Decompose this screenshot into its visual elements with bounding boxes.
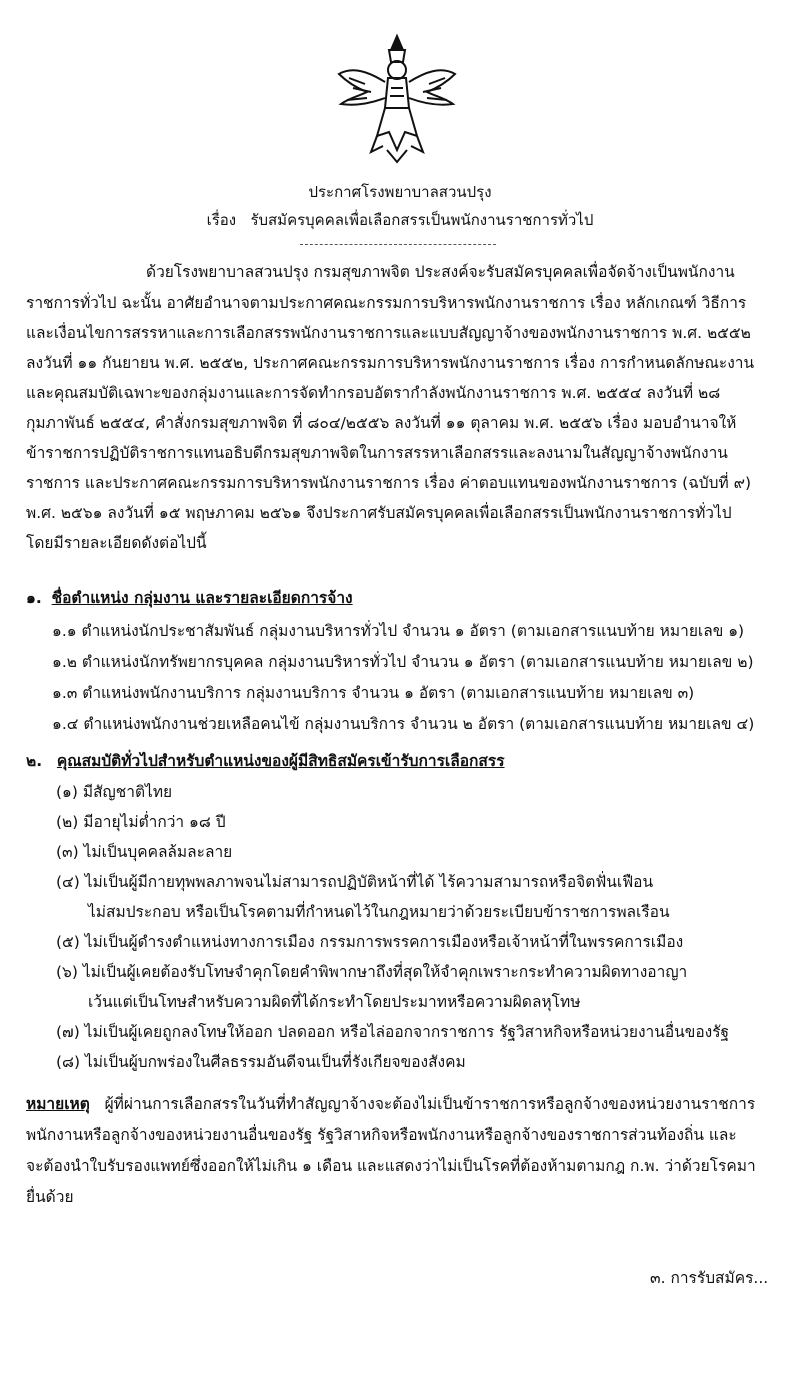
- intro-line: โดยมีรายละเอียดดังต่อไปนี้: [26, 534, 207, 552]
- note-label: หมายเหตุ: [26, 1095, 90, 1113]
- qualification-item: (๗) ไม่เป็นผู้เคยถูกลงโทษให้ออก ปลดออก หรือไล่ออกจากราชการ รัฐวิสาหกิจหรือหน่วยงานอื่นของรัฐ: [56, 1023, 730, 1041]
- intro-line: และเงื่อนไขการสรรหาและการเลือกสรรพนักงานราชการและแบบสัญญาจ้างของพนักงานราชการ พ.ศ. ๒๕๕๒: [26, 324, 751, 342]
- intro-line: ราชการทั่วไป ฉะนั้น อาศัยอำนาจตามประกาศคณะกรรมการบริหารพนักงานราชการ เรื่อง หลักเกณฑ์ วิธีการ: [26, 294, 747, 312]
- note-line: จะต้องนำใบรับรองแพทย์ซึ่งออกให้ไม่เกิน ๑ เดือน และแสดงว่าไม่เป็นโรคที่ต้องห้ามตามกฎ ก.พ. ว่าด้วยโรคมา: [26, 1157, 756, 1175]
- subject-text: รับสมัครบุคคลเพื่อเลือกสรรเป็นพนักงานราชการทั่วไป: [250, 211, 594, 229]
- position-item: ๑.๒ ตำแหน่งนักทรัพยากรบุคคล กลุ่มงานบริหารทั่วไป จำนวน ๑ อัตรา (ตามเอกสารแนบท้าย หมายเลข ๒): [52, 653, 754, 671]
- section2-number: ๒.: [26, 752, 43, 770]
- qualification-item: (๘) ไม่เป็นผู้บกพร่องในศีลธรรมอันดีจนเป็นที่รังเกียจของสังคม: [56, 1053, 466, 1071]
- intro-line: ข้าราชการปฏิบัติราชการแทนอธิบดีกรมสุขภาพจิตในการสรรหาเลือกสรรและลงนามในสัญญาจ้างพนักงาน: [26, 444, 728, 462]
- section2-title: คุณสมบัติทั่วไปสำหรับตำแหน่งของผู้มีสิทธิสมัครเข้ารับการเลือกสรร: [56, 752, 505, 770]
- position-item: ๑.๑ ตำแหน่งนักประชาสัมพันธ์ กลุ่มงานบริหารทั่วไป จำนวน ๑ อัตรา (ตามเอกสารแนบท้าย หมายเลข ๑): [52, 622, 745, 640]
- announcement-title: ประกาศโรงพยาบาลสวนปรุง: [308, 183, 492, 201]
- garuda-emblem-icon: [333, 32, 461, 166]
- note-line: ยื่นด้วย: [26, 1188, 74, 1206]
- position-item: ๑.๔ ตำแหน่งพนักงานช่วยเหลือคนไข้ กลุ่มงานบริการ จำนวน ๒ อัตรา (ตามเอกสารแนบท้าย หมายเลข ๔): [52, 715, 755, 733]
- intro-line: ลงวันที่ ๑๑ กันยายน พ.ศ. ๒๕๕๒, ประกาศคณะกรรมการบริหารพนักงานราชการ เรื่อง การกำหนดลักษณะงาน: [26, 354, 755, 372]
- intro-line: ราชการ และประกาศคณะกรรมการบริหารพนักงานราชการ เรื่อง ค่าตอบแทนของพนักงานราชการ (ฉบับที่ ๙): [26, 474, 751, 492]
- section1-number: ๑.: [26, 589, 42, 607]
- qualification-item-continued: เว้นแต่เป็นโทษสำหรับความผิดที่ได้กระทำโดยประมาทหรือความผิดลหุโทษ: [88, 993, 581, 1011]
- section2-heading: [26, 754, 505, 770]
- qualification-item: (๒) มีอายุไม่ต่ำกว่า ๑๘ ปี: [56, 813, 226, 831]
- intro-line: ด้วยโรงพยาบาลสวนปรุง กรมสุขภาพจิต ประสงค์จะรับสมัครบุคคลเพื่อจัดจ้างเป็นพนักงาน: [146, 263, 735, 281]
- qualification-item: (๔) ไม่เป็นผู้มีกายทุพพลภาพจนไม่สามารถปฏิบัติหน้าที่ได้ ไร้ความสามารถหรือจิตฟั่นเฟือน: [56, 873, 654, 891]
- qualification-item: (๖) ไม่เป็นผู้เคยต้องรับโทษจำคุกโดยคำพิพากษาถึงที่สุดให้จำคุกเพราะกระทำความผิดทางอาญา: [56, 963, 688, 981]
- note-text: ผู้ที่ผ่านการเลือกสรรในวันที่ทำสัญญาจ้างจะต้องไม่เป็นข้าราชการหรือลูกจ้างของหน่วยงานราชการ: [104, 1095, 756, 1113]
- note-line: พนักงานหรือลูกจ้างของหน่วยงานอื่นของรัฐ รัฐวิสาหกิจหรือพนักงานหรือลูกจ้างของราชการส่วนท้องถิ่น และ: [26, 1126, 737, 1144]
- qualification-item-continued: ไม่สมประกอบ หรือเป็นโรคตามที่กำหนดไว้ในกฎหมายว่าด้วยระเบียบข้าราชการพลเรือน: [88, 903, 670, 921]
- note-first-line: [26, 1097, 755, 1113]
- continuation-marker: ๓. การรับสมัคร...: [650, 1269, 769, 1287]
- qualification-item: (๑) มีสัญชาติไทย: [56, 783, 173, 801]
- header-divider: [300, 244, 496, 245]
- qualification-item: (๓) ไม่เป็นบุคคลล้มละลาย: [56, 843, 233, 861]
- qualification-item: (๕) ไม่เป็นผู้ดำรงตำแหน่งทางการเมือง กรรมการพรรคการเมืองหรือเจ้าหน้าที่ในพรรคการเมือง: [56, 933, 684, 951]
- section1-title: ชื่อตำแหน่ง กลุ่มงาน และรายละเอียดการจ้าง: [51, 589, 353, 607]
- intro-line: กุมภาพันธ์ ๒๕๕๔, คำสั่งกรมสุขภาพจิต ที่ ๘๐๔/๒๕๕๖ ลงวันที่ ๑๑ ตุลาคม พ.ศ. ๒๕๕๖ เรื่อง มอบอำนาจให้: [26, 414, 737, 432]
- section1-heading: [26, 591, 353, 607]
- subject-label: เรื่อง: [206, 211, 237, 229]
- position-item: ๑.๓ ตำแหน่งพนักงานบริการ กลุ่มงานบริการ จำนวน ๑ อัตรา (ตามเอกสารแนบท้าย หมายเลข ๓): [52, 684, 695, 702]
- intro-line: พ.ศ. ๒๕๖๑ ลงวันที่ ๑๕ พฤษภาคม ๒๕๖๑ จึงประกาศรับสมัครบุคคลเพื่อเลือกสรรเป็นพนักงานราชการทั่วไป: [26, 504, 732, 522]
- announcement-subject: [0, 208, 800, 232]
- intro-line: และคุณสมบัติเฉพาะของกลุ่มงานและการจัดทำกรอบอัตรากำลังพนักงานราชการ พ.ศ. ๒๕๕๔ ลงวันที่ ๒๘: [26, 384, 721, 402]
